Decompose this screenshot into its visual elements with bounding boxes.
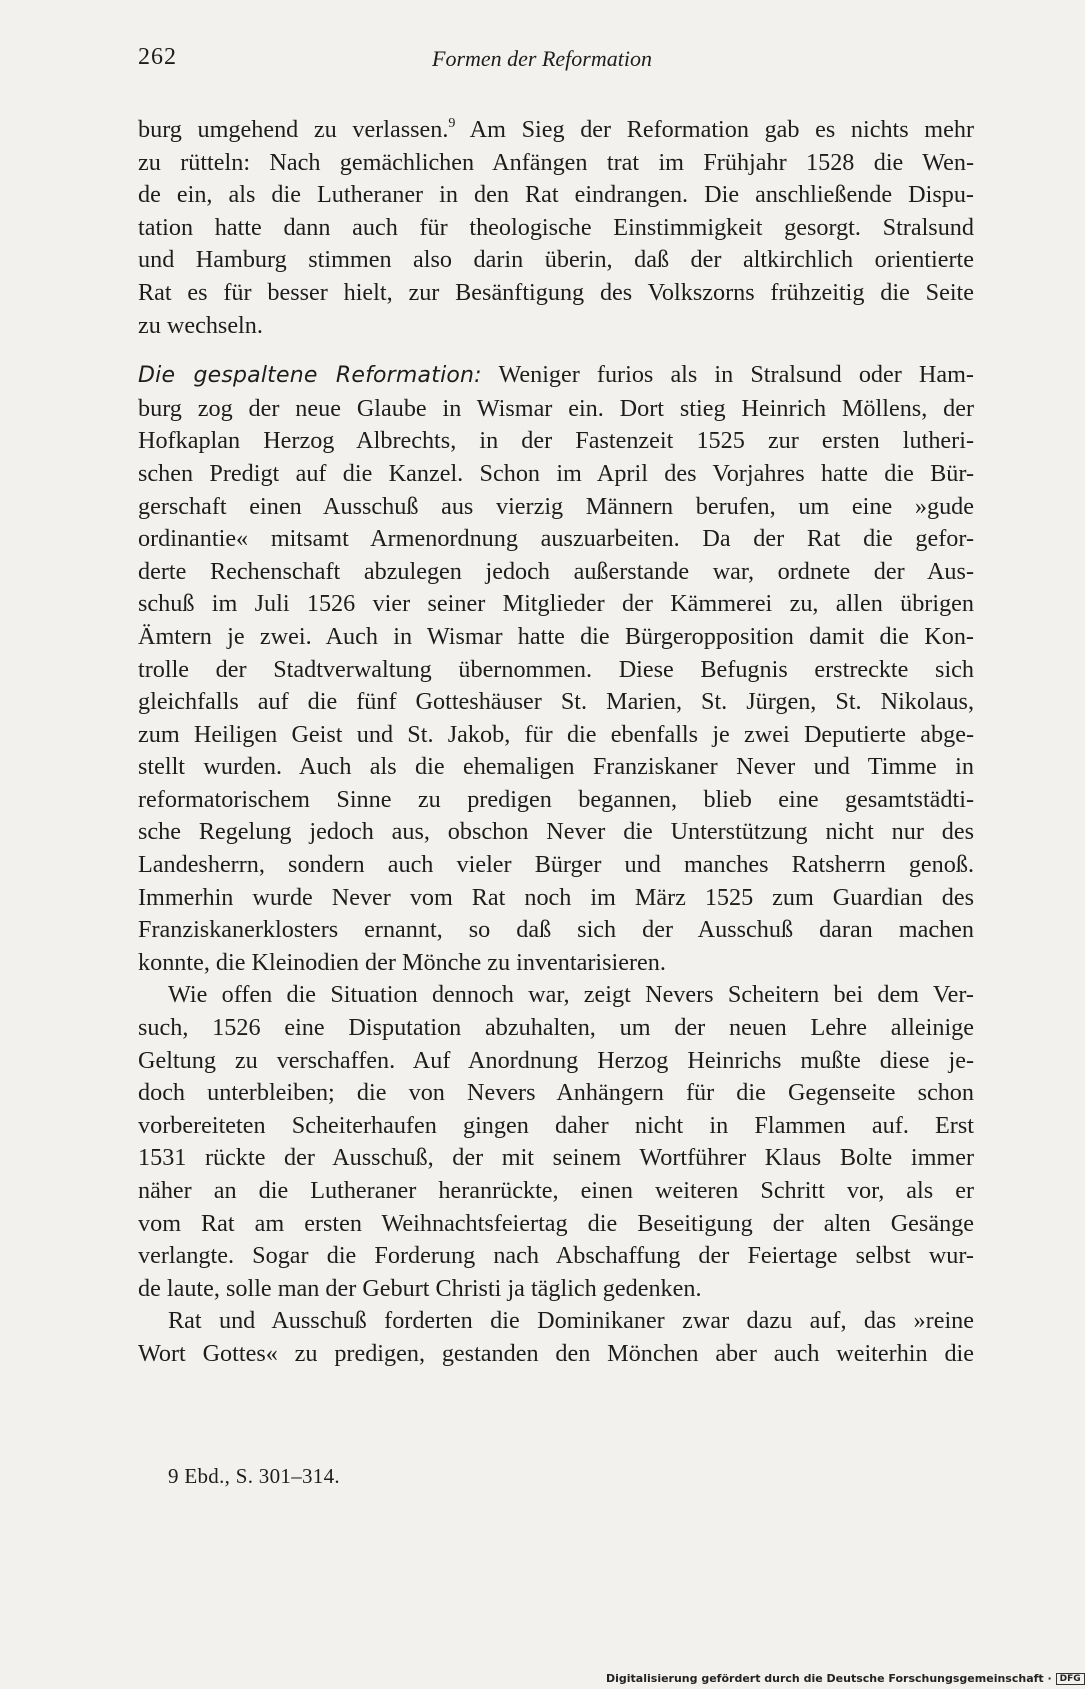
text-line: ordinantie« mitsamt Armenordnung auszuarbeiten. Da der Rat die gefor- xyxy=(138,525,974,553)
text-line: reformatorischem Sinne zu predigen begannen, blieb eine gesamtstädti- xyxy=(138,785,974,813)
paragraph-3 xyxy=(138,979,974,1305)
text-line: Hofkaplan Herzog Albrechts, in der Fastenzeit 1525 zur ersten lutheri- xyxy=(138,427,974,455)
section-lead-heading: Die gespaltene Reformation: xyxy=(138,363,482,389)
page-header xyxy=(138,44,970,80)
digitization-footer xyxy=(606,1672,1085,1685)
text-line: stellt wurden. Auch als die ehemaligen Franziskaner Never und Timme in xyxy=(138,753,974,781)
footnote-marker: 9 xyxy=(448,116,456,131)
text-line: burg umgehend zu verlassen.$^9$ Am Sieg der Reformation gab es nichts mehr xyxy=(138,116,974,143)
text-line: zu wechseln. xyxy=(138,311,263,339)
paragraph-4 xyxy=(138,1305,974,1370)
page-number: 262 xyxy=(138,44,177,70)
body-text xyxy=(138,108,974,1371)
text-line: trolle der Stadtverwaltung übernommen. Diese Befugnis erstreckte sich xyxy=(138,655,974,683)
text-line: näher an die Lutheraner heranrückte, einen weiteren Schritt vor, als er xyxy=(138,1177,974,1204)
paragraph-1 xyxy=(138,108,974,342)
footer-credit: Digitalisierung gefördert durch die Deutsche Forschungsgemeinschaft · xyxy=(606,1672,1052,1685)
footnote: 9 Ebd., S. 301–314. xyxy=(168,1464,340,1488)
text-line: gleichfalls auf die fünf Gotteshäuser St. Marien, St. Jürgen, St. Nikolaus, xyxy=(138,688,974,716)
text-line: Wie offen die Situation dennoch war, zeigt Nevers Scheitern bei dem Ver- xyxy=(168,981,974,1009)
text-line: und Hamburg stimmen also darin überin, daß der altkirchlich orientierte xyxy=(138,246,974,274)
text-line: burg zog der neue Glaube in Wismar ein. Dort stieg Heinrich Möllens, der xyxy=(138,394,974,422)
text-line: Geltung zu verschaffen. Auf Anordnung Herzog Heinrichs mußte diese je- xyxy=(138,1046,974,1074)
dfg-logo: DFG xyxy=(1056,1673,1085,1685)
text-line: gerschaft einen Ausschuß aus vierzig Männern berufen, um eine »gude xyxy=(138,492,974,520)
text-line: doch unterbleiben; die von Nevers Anhängern für die Gegenseite schon xyxy=(138,1079,974,1107)
paragraph-2 xyxy=(138,359,974,979)
text-line: Rat es für besser hielt, zur Besänftigung des Volkszorns frühzeitig die Seite xyxy=(138,278,974,306)
text-line: Wort Gottes« zu predigen, gestanden den Mönchen aber auch weiterhin die xyxy=(138,1339,974,1367)
running-title: Formen der Reformation xyxy=(432,46,652,71)
text-line: Die gespaltene Reformation: Weniger furios als in Stralsund oder Ham- xyxy=(138,361,974,389)
text-line: derte Rechenschaft abzulegen jedoch außerstande war, ordnete der Aus- xyxy=(138,557,974,585)
text-line: Rat und Ausschuß forderten die Dominikaner zwar dazu auf, das »reine xyxy=(168,1307,974,1335)
text-line: vorbereiteten Scheiterhaufen gingen daher nicht in Flammen auf. Erst xyxy=(138,1111,974,1139)
text-line: Franziskanerklosters ernannt, so daß sich der Ausschuß daran machen xyxy=(138,916,974,944)
text-line: schen Predigt auf die Kanzel. Schon im April des Vorjahres hatte die Bür- xyxy=(138,459,974,487)
text-line: zum Heiligen Geist und St. Jakob, für die ebenfalls je zwei Deputierte abge- xyxy=(138,720,974,748)
text-line: 1531 rückte der Ausschuß, der mit seinem Wortführer Klaus Bolte immer xyxy=(138,1144,974,1172)
text-line: tation hatte dann auch für theologische Einstimmigkeit gesorgt. Stralsund xyxy=(138,213,974,241)
text-line: Landesherrn, sondern auch vieler Bürger und manches Ratsherrn genoß. xyxy=(138,851,974,879)
text-line: such, 1526 eine Disputation abzuhalten, um der neuen Lehre alleinige xyxy=(138,1014,974,1042)
text-line: sche Regelung jedoch aus, obschon Never die Unterstützung nicht nur des xyxy=(138,818,974,846)
text-line: de laute, solle man der Geburt Christi ja täglich gedenken. xyxy=(138,1274,702,1302)
text-line: zu rütteln: Nach gemächlichen Anfängen trat im Frühjahr 1528 die Wen- xyxy=(138,148,974,176)
text-line: verlangte. Sogar die Forderung nach Abschaffung der Feiertage selbst wur- xyxy=(138,1242,974,1270)
text-line: vom Rat am ersten Weihnachtsfeiertag die Beseitigung der alten Gesänge xyxy=(138,1209,974,1237)
text-line: Ämtern je zwei. Auch in Wismar hatte die Bürgeropposition damit die Kon- xyxy=(138,622,974,650)
text-line: schuß im Juli 1526 vier seiner Mitglieder der Kämmerei zu, allen übrigen xyxy=(138,590,974,618)
text-line: de ein, als die Lutheraner in den Rat eindrangen. Die anschließende Dispu- xyxy=(138,181,974,209)
text-line: Immerhin wurde Never vom Rat noch im März 1525 zum Guardian des xyxy=(138,883,974,911)
text-line: konnte, die Kleinodien der Mönche zu inventarisieren. xyxy=(138,948,666,976)
